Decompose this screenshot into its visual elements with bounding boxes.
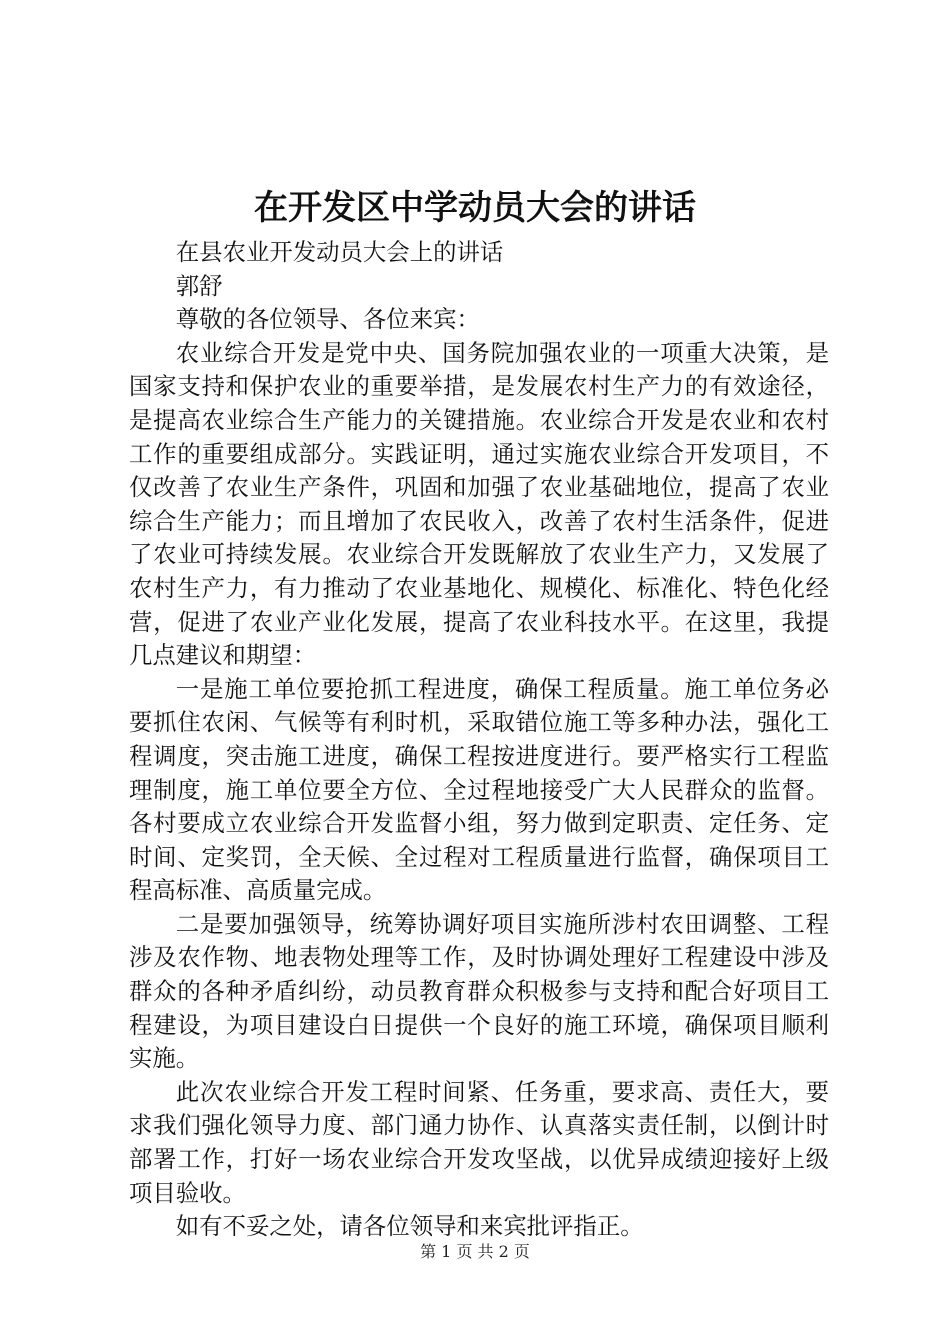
body-paragraph-conclusion: 此次农业综合开发工程时间紧、任务重，要求高、责任大，要求我们强化领导力度、部门通力协作、认真落实责任制，以倒计时部署工作，打好一场农业综合开发攻坚战，以优异成绩迎接好上级项目验收。: [129, 1077, 829, 1207]
author-paragraph: 郭舒: [175, 271, 223, 300]
body-paragraph-intro: 农业综合开发是党中央、国务院加强农业的一项重大决策，是国家支持和保护农业的重要举措，是发展农村生产力的有效途径，是提高农业综合生产能力的关键措施。农业综合开发是农业和农村工作的重要组成部分。实践证明，通过实施农业综合开发项目，不仅改善了农业生产条件，巩固和加强了农业基础地位，提高了农业综合生产能力；而且增加了农民收入，改善了农村生活条件，促进了农业可持续发展。农业综合开发既解放了农业生产力，又发展了农村生产力，有力推动了农业基地化、规模化、标准化、特色化经营，促进了农业产业化发展，提高了农业科技水平。在这里，我提几点建议和期望：: [129, 338, 829, 670]
page-number-footer: 第 1 页 共 2 页: [420, 1242, 530, 1261]
closing-paragraph: 如有不妥之处，请各位领导和来宾批评指正。: [175, 1212, 644, 1241]
document-title: 在开发区中学动员大会的讲话: [254, 188, 696, 228]
body-paragraph-second-point: 二是要加强领导，统筹协调好项目实施所涉村农田调整、工程涉及农作物、地表物处理等工作，及时协调处理好工程建设中涉及群众的各种矛盾纠纷，动员教育群众积极参与支持和配合好项目工程建设，为项目建设白日提供一个良好的施工环境，确保项目顺利实施。: [129, 909, 829, 1073]
document-body: [129, 236, 829, 1244]
subtitle-paragraph: 在县农业开发动员大会上的讲话: [175, 238, 504, 266]
body-paragraph-first-point: 一是施工单位要抢抓工程进度，确保工程质量。施工单位务必要抓住农闲、气候等有利时机，采取错位施工等多种办法，强化工程调度，突击施工进度，确保工程按进度进行。要严格实行工程监理制度，施工单位要全方位、全过程地接受广大人民群众的监督。各村要成立农业综合开发监督小组，努力做到定职责、定任务、定时间、定奖罚，全天候、全过程对工程质量进行监督，确保项目工程高标准、高质量完成。: [129, 674, 829, 905]
salutation-paragraph: 尊敬的各位领导、各位来宾：: [175, 305, 480, 334]
